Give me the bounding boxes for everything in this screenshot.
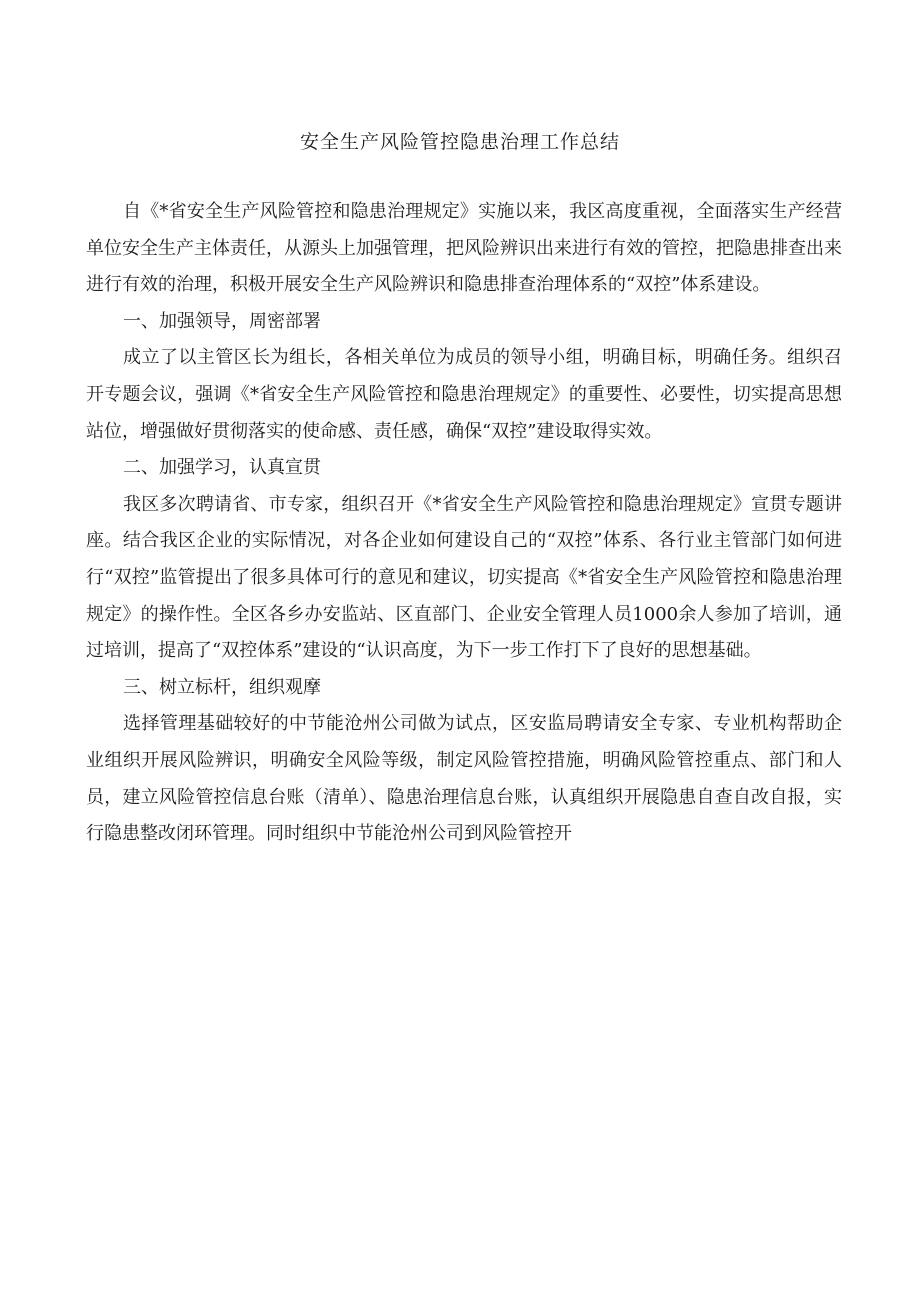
paragraph-intro: 自《*省安全生产风险管控和隐患治理规定》实施以来，我区高度重视，全面落实生产经营单位安全生产主体责任，从源头上加强管理，把风险辨识出来进行有效的管控，把隐患排查出来进行有效的治理，积极开展安全生产风险辨识和隐患排查治理体系的“双控”体系建设。 <box>86 201 842 296</box>
paragraph-section-2: 我区多次聘请省、市专家，组织召开《*省安全生产风险管控和隐患治理规定》宣贯专题讲座。结合我区企业的实际情况，对各企业如何建设自己的“双控”体系、各行业主管部门如何进行“双控”监管提出了很多具体可行的意见和建议，切实提高《*省安全生产风险管控和隐患治理规定》的操作性。全区各乡办安监站、区直部门、企业安全管理人员1000余人参加了培训，通过培训，提高了“双控体系”建设的“认识高度，为下一步工作打下了良好的思想基础。 <box>86 493 842 662</box>
paragraph-section-3: 选择管理基础较好的中节能沧州公司做为试点，区安监局聘请安全专家、专业机构帮助企业组织开展风险辨识，明确安全风险等级，制定风险管控措施，明确风险管控重点、部门和人员，建立风险管控信息台账（清单）、隐患治理信息台账，认真组织开展隐患自查自改自报，实行隐患整改闭环管理。同时组织中节能沧州公司到风险管控开 <box>86 713 842 845</box>
document-body <box>86 194 842 853</box>
document-title: 安全生产风险管控隐患治理工作总结 <box>299 131 620 153</box>
section-heading-3: 三、树立标杆，组织观摩 <box>123 676 321 698</box>
section-heading-2: 二、加强学习，认真宣贯 <box>123 457 321 479</box>
section-heading-1: 一、加强领导，周密部署 <box>123 310 321 332</box>
paragraph-section-1: 成立了以主管区长为组长，各相关单位为成员的领导小组，明确目标，明确任务。组织召开专题会议，强调《*省安全生产风险管控和隐患治理规定》的重要性、必要性，切实提高思想站位，增强做好贯彻落实的使命感、责任感，确保“双控”建设取得实效。 <box>86 347 842 442</box>
